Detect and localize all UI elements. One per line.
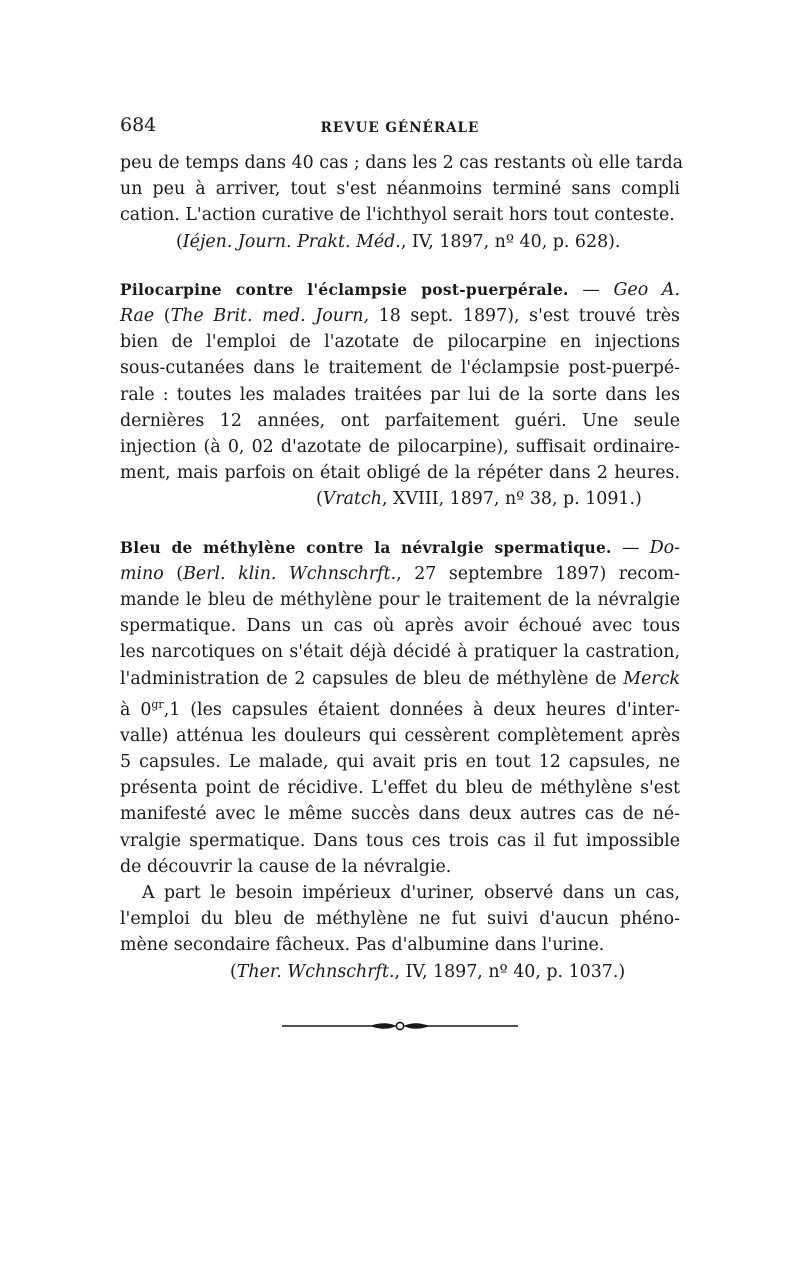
journal-name: Berl. klin. Wchnschrft.	[183, 563, 397, 584]
text-line: injection (à 0, 02 d'azotate de pilocarpine), suffisait ordinaire-	[120, 437, 680, 458]
end-ornament	[282, 1019, 518, 1033]
running-title: REVUE GÉNÉRALE	[320, 120, 480, 136]
text-line: mande le bleu de méthylène pour le traitement de la névralgie	[120, 590, 680, 611]
article-pilocarpine	[120, 277, 680, 513]
author-continued: mino	[120, 563, 164, 584]
author: Geo A.	[613, 279, 680, 300]
citation: (Iéjen. Journ. Prakt. Méd., IV, 1897, nº 40, p. 628).	[176, 231, 621, 252]
citation: (Vratch, XVIII, 1897, nº 38, p. 1091.)	[316, 489, 642, 510]
text-line: vralgie spermatique. Dans tous ces trois cas il fut impossible	[120, 830, 680, 851]
text-line: l'emploi du bleu de méthylène ne fut suivi d'aucun phéno-	[120, 909, 680, 930]
text-line	[120, 692, 680, 723]
article-methylene-blue	[120, 535, 680, 985]
text-line: manifesté avec le même succès dans deux autres cas de né-	[120, 804, 680, 825]
text-line: mène secondaire fâcheux. Pas d'albumine dans l'urine.	[120, 935, 605, 956]
text-line: peu de temps dans 40 cas ; dans les 2 cas restants où elle tarda	[120, 153, 683, 173]
text-line: ment, mais parfois on était obligé de la répéter dans 2 heures.	[120, 463, 680, 484]
citation: (Ther. Wchnschrft., IV, 1897, nº 40, p. 1037.)	[230, 961, 626, 982]
article-heading-line	[120, 535, 680, 561]
manufacturer-name: Merck	[623, 668, 680, 689]
citation-source: Ther. Wchnschrft.	[236, 961, 395, 982]
citation-source: Iéjen. Journ. Prakt. Méd.	[182, 231, 401, 252]
citation-source: Vratch	[322, 489, 382, 510]
author-surname: Rae	[120, 306, 155, 327]
journal-name: The Brit. med. Journ,	[170, 306, 369, 327]
text-fragment: ,1 (les capsules étaient données à deux heures d'inter-	[163, 699, 680, 720]
text-line	[120, 666, 680, 692]
page-header	[120, 112, 680, 140]
text-line: les narcotiques on s'était déjà décidé à pratiquer la castration,	[120, 642, 680, 663]
text-line: rale : toutes les malades traitées par lui de la sorte dans les	[120, 384, 680, 405]
text-line: spermatique. Dans un cas où après avoir échoué avec tous	[120, 616, 680, 637]
text-line: sous-cutanées dans le traitement de l'éclampsie post-puerpé-	[120, 358, 680, 379]
text-line: 5 capsules. Le malade, qui avait pris en tout 12 capsules, ne	[120, 752, 680, 773]
text-fragment: 18 sept. 1897), s'est trouvé très	[368, 306, 680, 327]
page	[120, 112, 683, 985]
dash: —	[611, 537, 650, 558]
intro-paragraph	[120, 150, 683, 255]
text-fragment: à 0	[120, 699, 152, 720]
text-fragment: l'administration de 2 capsules de bleu de méthylène de	[120, 668, 624, 689]
text-line: cation. L'action curative de l'ichthyol serait hors tout conteste.	[120, 205, 675, 226]
text-line: Rae (The Brit. med. Journ, 18 sept. 1897), s'est trouvé très	[120, 306, 680, 327]
dash: —	[568, 279, 614, 300]
text-line: un peu à arriver, tout s'est néanmoins terminé sans compli	[120, 179, 680, 200]
text-line: dernières 12 années, ont parfaitement guéri. Une seule	[120, 410, 680, 431]
dose-unit: gr	[151, 697, 164, 711]
text-fragment: , 27 septembre 1897) recom-	[396, 563, 680, 584]
text-line: présenta point de récidive. L'effet du bleu de méthylène s'est	[120, 778, 680, 799]
text-line: bien de l'emploi de l'azotate de pilocarpine en injections	[120, 332, 680, 353]
citation-details: , IV, 1897, nº 40, p. 628).	[400, 231, 621, 252]
citation-details: , XVIII, 1897, nº 38, p. 1091.)	[381, 489, 642, 510]
citation-details: , IV, 1897, nº 40, p. 1037.)	[394, 961, 626, 982]
article-heading: Bleu de méthylène contre la névralgie spermatique.	[120, 538, 612, 557]
text-line: valle) atténua les douleurs qui cessèrent complètement après	[120, 725, 680, 746]
author: Do-	[649, 537, 681, 558]
page-number: 684	[120, 114, 157, 136]
text-line: mino (Berl. klin. Wchnschrft., 27 septembre 1897) recom-	[120, 563, 680, 584]
article-heading-line	[120, 277, 680, 303]
text-line: de découvrir la cause de la névralgie.	[120, 856, 452, 877]
article-heading: Pilocarpine contre l'éclampsie post-puerpérale.	[120, 280, 569, 299]
text-line: A part le besoin impérieux d'uriner, observé dans un cas,	[142, 883, 680, 904]
